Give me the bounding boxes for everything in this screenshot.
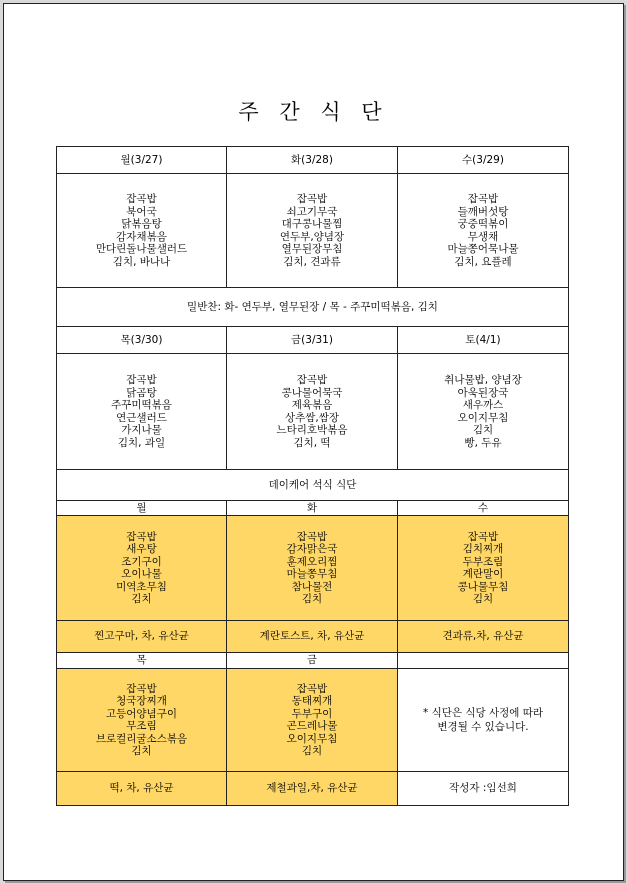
day-header-wed: 수(3/29) — [398, 147, 569, 174]
daycare-snack-mon: 찐고구마, 차, 유산균 — [57, 621, 227, 653]
menu-item: 콩나물무침 — [457, 580, 509, 593]
daycare-menu-wed — [398, 516, 569, 621]
menu-item: 북어국 — [126, 205, 157, 218]
menu-item: 마늘쫑무침 — [286, 568, 338, 580]
day-header-mon: 월(3/27) — [57, 147, 227, 174]
page-title: 주 간 식 단 — [238, 100, 389, 124]
menu-item: 곤드레나물 — [286, 720, 338, 732]
menu-cell-fri — [227, 354, 398, 470]
menu-item: 오이나물 — [121, 568, 162, 580]
menu-item: 김치찌개 — [462, 543, 504, 555]
menu-item: 잡곡밥 — [296, 530, 328, 543]
menu-item: 김치 — [301, 593, 323, 605]
menu-item: 잡곡밥 — [126, 530, 157, 543]
menu-item: 빵, 두유 — [464, 436, 502, 449]
menu-item: 브로컬리굴소스볶음 — [95, 732, 188, 745]
menu-cell-thu — [57, 354, 227, 470]
daycare-snack-row-2 — [57, 772, 569, 806]
menu-item: 느타리호박볶음 — [276, 424, 348, 436]
week1-header-row — [57, 147, 569, 174]
menu-item: 두부구이 — [291, 707, 333, 720]
menu-item: 잡곡밥 — [126, 682, 157, 695]
menu-item: 감자채볶음 — [116, 230, 167, 243]
menu-item: 감자맑은국 — [286, 543, 338, 555]
author-credit: 작성자 :임선희 — [398, 772, 569, 806]
menu-item: 들깨버섯탕 — [457, 205, 509, 218]
menu-item: 김치 — [301, 745, 323, 757]
menu-item: 잡곡밥 — [126, 374, 157, 386]
week2-header-row — [57, 327, 569, 354]
menu-item: 잡곡밥 — [467, 193, 499, 205]
menu-cell-tue — [227, 174, 398, 288]
daycare-title-row — [57, 470, 569, 501]
menu-item: 상추쌈,쌈장 — [284, 411, 340, 424]
menu-item: 김치 — [472, 424, 494, 436]
menu-item: 김치, 떡 — [293, 436, 331, 449]
menu-item: 김치, 바나나 — [112, 255, 171, 268]
menu-item: 김치, 견과류 — [283, 255, 341, 268]
menu-page — [3, 3, 624, 881]
menu-item: 주꾸미떡볶음 — [111, 399, 172, 411]
day-header-sat: 토(4/1) — [398, 327, 569, 354]
daycare-snack-thu: 떡, 차, 유산균 — [57, 772, 227, 806]
menu-item: 잡곡밥 — [296, 682, 328, 695]
daycare-title: 데이케어 석식 식단 — [57, 470, 569, 501]
daycare-menu-mon — [57, 516, 227, 621]
daycare-day-fri: 금 — [227, 653, 398, 669]
menu-item: 김치 — [131, 593, 152, 605]
menu-item: 새우탕 — [126, 543, 157, 555]
menu-item: 취나물밥, 양념장 — [444, 374, 522, 386]
menu-item: 궁중떡볶이 — [457, 218, 509, 230]
daycare-snack-row-1 — [57, 621, 569, 653]
daycare-menu-fri — [227, 669, 398, 772]
menu-item: 김치, 요플레 — [454, 255, 512, 268]
daycare-header-row-1 — [57, 501, 569, 516]
daycare-snack-fri: 제철과일,차, 유산균 — [227, 772, 398, 806]
menu-item: 새우까스 — [462, 399, 504, 411]
daycare-header-row-2 — [57, 653, 569, 669]
menu-item: 잡곡밥 — [126, 193, 157, 205]
menu-item: 닭볶음탕 — [121, 218, 162, 230]
daycare-day-mon: 월 — [57, 501, 227, 516]
daycare-day-tue: 화 — [227, 501, 398, 516]
menu-item: 두부조림 — [462, 555, 504, 568]
week2-menu-row — [57, 354, 569, 470]
daycare-menu-row-2 — [57, 669, 569, 772]
day-header-thu: 목(3/30) — [57, 327, 227, 354]
menu-item: 무생채 — [467, 230, 499, 243]
menu-item: 연두부,양념장 — [279, 230, 345, 243]
menu-item: 대구콩나물찜 — [281, 218, 343, 230]
week1-menu-row — [57, 174, 569, 288]
menu-item: 잡곡밥 — [296, 193, 328, 205]
menu-item: 연근샐러드 — [116, 411, 167, 424]
menu-item: 훈제오리찜 — [286, 555, 338, 568]
menu-item: 열무된장무침 — [281, 243, 343, 255]
note-line: * 식단은 식당 사정에 따라 — [422, 707, 544, 719]
menu-item: 오이지무침 — [457, 411, 509, 424]
menu-item: 콩나물어묵국 — [281, 386, 343, 399]
daycare-menu-row-1 — [57, 516, 569, 621]
menu-item: 동태찌개 — [291, 695, 333, 707]
daycare-menu-thu — [57, 669, 227, 772]
menu-cell-mon — [57, 174, 227, 288]
menu-item: 잡곡밥 — [467, 530, 499, 543]
day-header-fri: 금(3/31) — [227, 327, 398, 354]
menu-item: 마늘쫑어묵나물 — [447, 243, 519, 255]
side-dish-note: 밀반찬: 화- 연두부, 열무된장 / 목 - 주꾸미떡볶음, 김치 — [57, 288, 569, 327]
menu-item: 미역초무침 — [116, 580, 167, 593]
daycare-menu-tue — [227, 516, 398, 621]
menu-item: 오이지무침 — [286, 732, 338, 745]
menu-item: 닭곰탕 — [126, 386, 157, 399]
menu-item: 청국장찌개 — [116, 695, 167, 707]
menu-item: 고등어양념구이 — [105, 707, 177, 720]
menu-item: 잡곡밥 — [296, 374, 328, 386]
weekly-menu-table — [56, 146, 569, 806]
menu-item: 무조림 — [126, 720, 157, 732]
daycare-day-thu: 목 — [57, 653, 227, 669]
menu-cell-sat — [398, 354, 569, 470]
side-dish-row — [57, 288, 569, 327]
daycare-snack-wed: 견과류,차, 유산균 — [398, 621, 569, 653]
menu-item: 조기구이 — [121, 555, 162, 568]
menu-item: 아욱된장국 — [457, 386, 509, 399]
day-header-tue: 화(3/28) — [227, 147, 398, 174]
menu-item: 참나물전 — [291, 580, 333, 593]
menu-item: 김치, 과일 — [117, 436, 166, 449]
note-line: 변경될 수 있습니다. — [437, 721, 529, 733]
menu-cell-wed — [398, 174, 569, 288]
daycare-day-wed: 수 — [398, 501, 569, 516]
menu-change-note — [398, 669, 569, 772]
daycare-snack-tue: 계란토스트, 차, 유산균 — [227, 621, 398, 653]
menu-item: 제육볶음 — [291, 399, 333, 411]
menu-item: 쇠고기무국 — [286, 205, 338, 218]
menu-item: 만다린돌나물샐러드 — [95, 243, 188, 255]
menu-item: 김치 — [131, 745, 152, 757]
empty-cell — [398, 653, 569, 669]
menu-item: 가지나물 — [121, 424, 162, 436]
menu-item: 계란말이 — [462, 568, 504, 580]
menu-item: 김치 — [472, 593, 494, 605]
